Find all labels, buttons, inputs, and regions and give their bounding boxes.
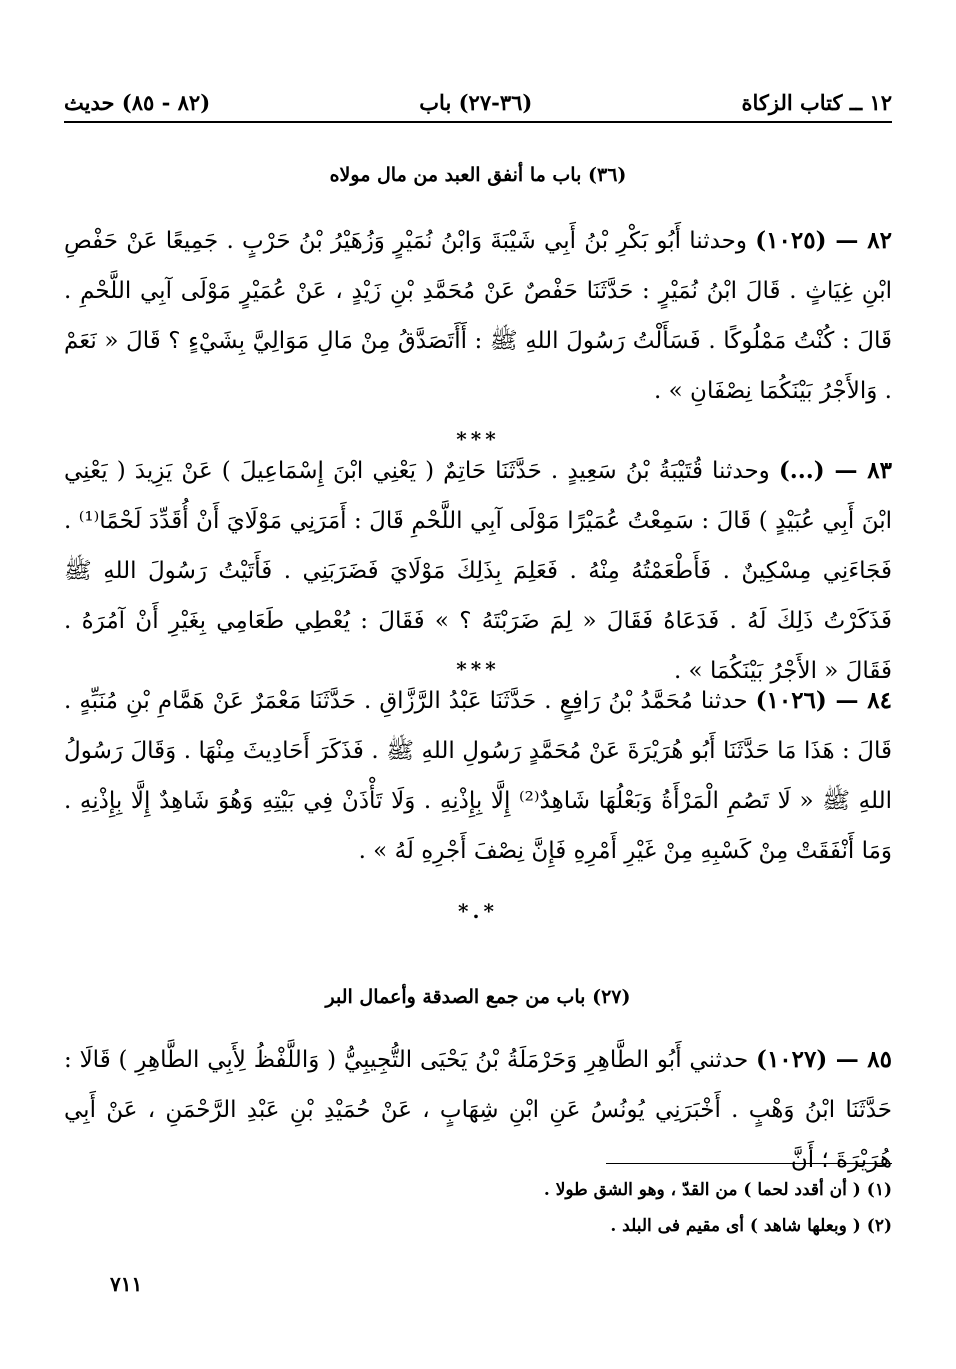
hadith-number: ٨٤ — (١٠٢٦) <box>755 687 892 714</box>
section-37 <box>64 982 892 1012</box>
hadith-text: حدثنا مُحَمَّدُ بْنُ رَافِعٍ . حَدَّثَنَا عَبْدُ الرَّزَّاقِ . حَدَّثَنَا مَعْمَرٌ عَنْ هَمَّامِ بْنِ مُنَبِّهٍ . قَالَ : هَذَا مَا حَدَّثَنَا أَبُو هُرَيْرَةَ عَنْ مُحَمَّدٍ رَسُولِ اللهِ ﷺ . فَذَكَرَ أَحَادِيثَ مِنْهَا . وَقَالَ رَسُولُ اللهِ ﷺ « لَا تَصُمِ الْمَرْأَةُ وَبَعْلُهَا شَاهِدٌ⁽²⁾ إِلَّا بِإِذْنِهِ . وَلَا تَأْذَنْ فِي بَيْتِهِ وَهُوَ شَاهِدٌ إِلَّا بِإِذْنِهِ . وَمَا أَنْفَقَتْ مِنْ كَسْبِهِ مِنْ غَيْرِ أَمْرِهِ فَإِنَّ نِصْفَ أَجْرِهِ لَهُ » . <box>64 688 892 864</box>
hadith-number: ٨٢ — (١٠٢٥) <box>755 227 893 254</box>
footnote-rule <box>606 1163 892 1164</box>
footnote-2: (٢) ( وبعلها شاهد ) أى مقيم فى البلد . <box>610 1216 892 1236</box>
header-rule <box>64 121 892 123</box>
separator-ornament: *.* <box>458 899 498 923</box>
section-36 <box>64 160 892 190</box>
hadith-text: وحدثنا أَبُو بَكْرِ بْنُ أَبِي شَيْبَةَ وَابْنُ نُمَيْرٍ وَزُهَيْرُ بْنُ حَرْبٍ . جَمِيعًا عَنْ حَفْصِ ابْنِ غِيَاثٍ . قَالَ ابْنُ نُمَيْرٍ : حَدَّثَنَا حَفْصٌ عَنْ مُحَمَّدِ بْنِ زَيْدٍ ، عَنْ عُمَيْرٍ مَوْلَى آبِي اللَّحْمِ . قَالَ : كُنْتُ مَمْلُوكًا . فَسَأَلْتُ رَسُولَ اللهِ ﷺ : أَأَتَصَدَّقُ مِنْ مَالِ مَوَالِيَّ بِشَيْءٍ ؟ قَالَ « نَعَمْ . وَالأَجْرُ بَيْنَكُمَا نِصْفَانِ » . <box>64 228 892 404</box>
footnote-1: (١) ( أن أقدد لحما ) من القدّ ، وهو الشق طولا . <box>543 1180 892 1200</box>
footnotes <box>300 1172 892 1244</box>
separator-stars: *** <box>456 427 500 451</box>
header-hadith-range: (٨٢ - ٨٥) حديث <box>64 89 211 115</box>
chapter-title-37: (٢٧) باب من جمع الصدقة وأعمال البر <box>325 986 631 1008</box>
page-number: ٧١١ <box>110 1272 143 1296</box>
running-header <box>64 82 892 122</box>
hadith-number: ٨٣ — (...) <box>778 457 892 484</box>
hadith-84 <box>64 676 892 876</box>
chapter-title-36: (٣٦) باب ما أنفق العبد من مال مولاه <box>329 164 627 186</box>
hadith-number: ٨٥ — (١٠٢٧) <box>756 1046 892 1073</box>
separator-stars: *** <box>456 657 500 681</box>
header-chapter-range: (٣٦-٢٧) باب <box>419 89 533 115</box>
hadith-text: وحدثنا قُتَيْبَةُ بْنُ سَعِيدٍ . حَدَّثَنَا حَاتِمٌ ( يَعْنِي ابْنَ إِسْمَاعِيلَ ) عَنْ يَزِيدَ ( يَعْنِي ابْنَ أَبِي عُبَيْدٍ ) قَالَ : سَمِعْتُ عُمَيْرًا مَوْلَى آبِي اللَّحْمِ قَالَ : أَمَرَنِي مَوْلَايَ أَنْ أُقَدِّدَ لَحْمًا⁽¹⁾ . فَجَاءَنِي مِسْكِينٌ . فَأَطْعَمْتُهُ مِنْهُ . فَعَلِمَ بِذَلِكَ مَوْلَايَ فَضَرَبَنِي . فَأَتَيْتُ رَسُولَ اللهِ ﷺ فَذَكَرْتُ ذَلِكَ لَهُ . فَدَعَاهُ فَقَالَ « لِمَ ضَرَبْتَهُ ؟ » فَقَالَ : يُعْطِي طَعَامِي بِغَيْرِ أَنْ آمُرَهُ . فَقَالَ « الأَجْرُ بَيْنَكُمَا » . <box>64 458 892 684</box>
hadith-82 <box>64 216 892 416</box>
hadith-text: حدثني أَبُو الطَّاهِرِ وَحَرْمَلَةُ بْنُ يَحْيَى التُّجِيبِيُّ ( وَاللَّفْظُ لِأَبِي الطَّاهِرِ ) قَالَا : حَدَّثَنَا ابْنُ وَهْبٍ . أَخْبَرَنِي يُونُسُ عَنِ ابْنِ شِهَابٍ ، عَنْ حُمَيْدِ بْنِ عَبْدِ الرَّحْمَنِ ، عَنْ أَبِي هُرَيْرَةَ ؛ أَنَّ <box>64 1047 892 1173</box>
header-book-title: ١٢ ــ كتاب الزكاة <box>741 89 892 115</box>
